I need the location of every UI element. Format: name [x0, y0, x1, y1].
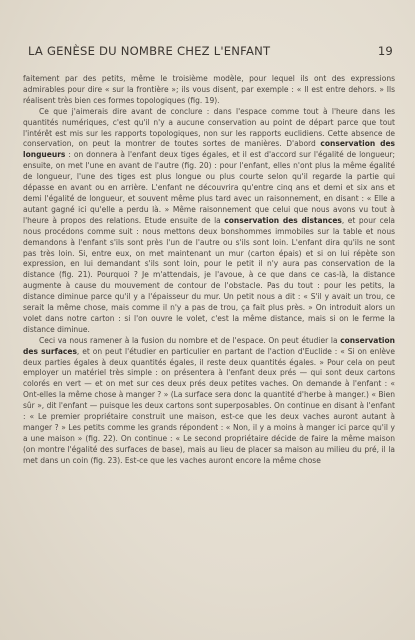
paragraph-text: : on donnera à l'enfant deux tiges égales, et il est d'accord sur l'égalité de longueur; ensuite, on met l'une en avant de l'autre (fig. 20) : pour l'enfant, elles n'ont plus la même égalité de longueur, l'une des tiges est plus longue ou plus courte selon qu'il regarde la partie qui dépasse en avant ou en arrière. L'enfant ne découvrira qu'entre cinq ans et demi et six ans et demi l'égalité de longueur, et souvent même plus tard avec un raisonnement, en disant : « Elle a autant gagné ici qu'elle a perdu là. » Même raisonnement que celui que nous avons vu tout à l'heure à propos des relations. Etude ensuite de la	[23, 150, 395, 225]
paragraph-text: , et pour cela nous procédons comme suit : nous mettons deux bonshommes immobiles sur la table et nous demandons à l'enfant s'ils sont près l'un de l'autre ou s'ils sont loin. L'enfant dira qu'ils ne sont pas très loin. Si, entre eux, on met maintenant un mur (carton épais) et si on lui répète son expression, en lui demandant s'ils sont loin, pour le petit il n'y aura pas conservation de la distance (fig. 21). Pourquoi ? Je m'attendais, je l'avoue, à ce que dans ce cas-là, la distance augmente à cause du mouvement de contour de l'obstacle. Pas du tout : pour les petits, la distance diminue parce qu'il y a l'épaisseur du mur. Un petit nous a dit : « S'il y avait un trou, ce serait la même chose, mais comme il n'y a pas de trou, ça fait plus près. » On introduit alors un volet dans notre carton : si l'on ouvre le volet, c'est la même distance, mais si on le ferme la distance diminue.	[23, 215, 395, 334]
paragraph-text: Ceci va nous ramener à la fusion du nombre et de l'espace. On peut étudier la	[39, 335, 341, 345]
bold-term-length: conservation des longueurs	[23, 139, 395, 160]
paragraph-2	[23, 107, 395, 336]
bold-term-distance: conservation des distances	[224, 215, 342, 225]
paragraph-1	[23, 74, 395, 107]
page-body-text	[23, 74, 395, 467]
page-number: 19	[377, 44, 393, 58]
bold-term-surface: conservation des surfaces	[23, 335, 395, 356]
paragraph-text: faitement par des petits, même le troisième modèle, pour lequel ils ont des expressions admirables pour dire « sur la frontière »; ils vous disent, par exemple : « Il est entre dehors. » Ils réalisent très bien ces formes topologiques (fig. 19).	[23, 74, 395, 105]
running-header	[28, 44, 393, 62]
paragraph-text: Ce que j'aimerais dire avant de conclure : dans l'espace comme tout à l'heure dans les quantités numériques, c'est qu'il n'y a aucune conservation au point de départ parce que tout l'intérêt est mis sur les rapports topologiques, non sur les rapports euclidiens. Cette absence de conservation, on peut la montrer de toutes sortes de manières. D'abord	[23, 106, 395, 149]
paragraph-3	[23, 336, 395, 467]
running-title: LA GENÈSE DU NOMBRE CHEZ L'ENFANT	[28, 44, 271, 58]
paragraph-text: , et on peut l'étudier en particulier en partant de l'action d'Euclide : « Si on enlève deux parties égales à deux quantités égales, il reste deux quantités égales. » Pour cela on peut employer un matériel très simple : on présentera à l'enfant deux prés — qui sont deux cartons colorés en vert — et on met sur ces deux prés deux petites vaches. On demande à l'enfant : « Ont-elles la même chose à manger ? » (La surface sera donc la quantité d'herbe à manger.) « Bien sûr », dit l'enfant — puisque les deux cartons sont superposables. On continue en disant à l'enfant : « Le premier propriétaire construit une maison, est-ce que les deux vaches auront autant à manger ? » Les petits comme les grands répondent : « Non, il y a moins à manger ici parce qu'il y a une maison » (fig. 22). On continue : « Le second propriétaire décide de faire la même maison (on montre l'égalité des surfaces de base), mais au lieu de placer sa maison au milieu du pré, il la met dans un coin (fig. 23). Est-ce que les vaches auront encore la même chose	[23, 346, 395, 465]
